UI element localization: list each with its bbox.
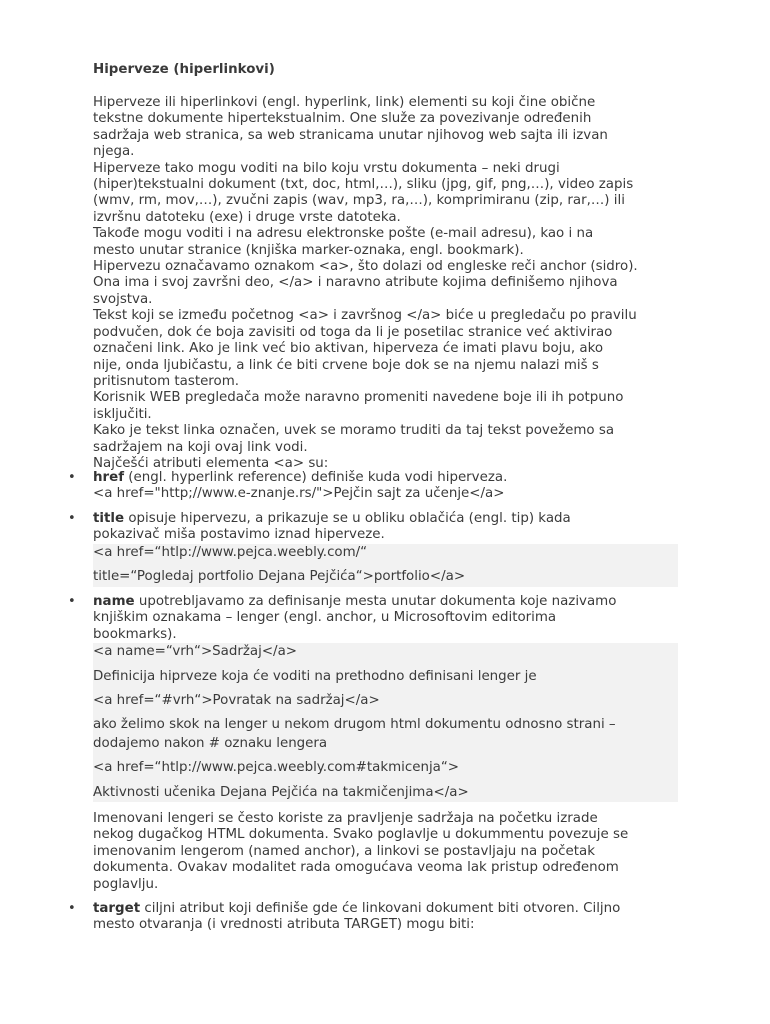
attribute-description: pokazivač miša postavimo iznad hiperveze.	[93, 527, 385, 543]
attribute-description: knjiškim oznakama – lenger (engl. anchor, u Microsoftovim editorima	[93, 610, 557, 626]
bullet-icon: •	[68, 901, 76, 916]
intro-line: označeni link. Ako je link već bio aktivan, hiperveza će imati plavu boju, ako	[93, 341, 604, 357]
intro-line: Hipervezu označavamo oznakom <a>, što dolazi od engleske reči anchor (sidro).	[93, 259, 638, 275]
attribute-description: (engl. hyperlink reference) definiše kuda vodi hiperveza.	[124, 470, 508, 485]
intro-line: mesto unutar stranice (knjiška marker-oznaka, engl. bookmark).	[93, 242, 524, 258]
code-line: Definicija hiprveze koja će voditi na prethodno definisani lenger je	[93, 668, 537, 684]
code-line: <a href=“#vrh“>Povratak na sadržaj</a>	[93, 693, 380, 709]
attribute-description: opisuje hipervezu, a prikazuje se u obliku oblačića (engl. tip) kada	[124, 511, 571, 526]
intro-line: pritisnutom tasterom.	[93, 373, 240, 389]
intro-line: (hiper)tekstualni dokument (txt, doc, html,…), sliku (jpg, gif, png,…), video zapis	[93, 177, 634, 193]
bullet-icon: •	[68, 470, 76, 485]
list-item-target	[68, 901, 683, 934]
attribute-description: upotrebljavamo za definisanje mesta unutar dokumenta koje nazivamo	[134, 594, 617, 609]
code-block	[93, 643, 678, 802]
bullet-icon: •	[68, 511, 76, 526]
intro-line: (wmv, rm, mov,…), zvučni zapis (wav, mp3, ra,…), komprimiranu (zip, rar,…) ili	[93, 193, 625, 209]
intro-line: Takođe mogu voditi i na adresu elektronske pošte (e-mail adresu), kao i na	[93, 226, 594, 242]
intro-line: Kako je tekst linka označen, uvek se moramo truditi da taj tekst povežemo sa	[93, 423, 615, 439]
intro-line: Hiperveze ili hiperlinkovi (engl. hyperlink, link) elementi su koji čine obične	[93, 95, 596, 110]
attribute-description: mesto otvaranja (i vrednosti atributa TARGET) mogu biti:	[93, 917, 475, 933]
list-item-href	[68, 470, 683, 503]
code-line: ako želimo skok na lenger u nekom drugom html dokumentu odnosno strani –	[93, 717, 616, 733]
paragraph-line: imenovanim lengerom (named anchor), a linkovi se postavljaju na početak	[93, 843, 595, 859]
code-line: title=“Pogledaj portfolio Dejana Pejčića“>portfolio</a>	[93, 569, 466, 585]
code-line: <a href=“htlp://www.pejca.weebly.com#takmicenja“>	[93, 760, 460, 776]
closing-paragraph	[93, 811, 683, 893]
attribute-description: ciljni atribut koji definiše gde će linkovani dokument biti otvoren. Ciljno	[140, 901, 621, 916]
attribute-keyword: title	[93, 511, 125, 526]
attribute-description: bookmarks).	[93, 626, 177, 642]
intro-line: Najčešći atributi elementa <a> su:	[93, 455, 329, 471]
intro-line: sadržaja web stranica, sa web stranicama unutar njihovog web sajta ili izvan	[93, 127, 608, 143]
attribute-keyword: target	[93, 901, 141, 916]
code-line: Aktivnosti učenika Dejana Pejčića na takmičenjima</a>	[93, 784, 469, 800]
paragraph-line: Imenovani lengeri se često koriste za pravljenje sadržaja na početku izrade	[93, 811, 598, 826]
code-line: <a name=“vrh“>Sadržaj</a>	[93, 644, 297, 660]
attribute-keyword: name	[93, 594, 135, 609]
intro-text	[93, 95, 693, 472]
intro-line: Korisnik WEB pregledača može naravno promeniti navedene boje ili ih potpuno	[93, 390, 624, 406]
intro-line: Hiperveze tako mogu voditi na bilo koju vrstu dokumenta – neki drugi	[93, 160, 560, 176]
intro-line: nije, onda ljubičastu, a link će biti crvene boje dok se na njemu nalazi miš s	[93, 357, 599, 373]
paragraph-line: dokumenta. Ovakav modalitet rada omogućava veoma lak pristup određenom	[93, 860, 619, 876]
code-line: dodajemo nakon # oznaku lengera	[93, 735, 328, 751]
intro-line: tekstne dokumente hipertekstualnim. One služe za povezivanje određenih	[93, 111, 592, 127]
paragraph-line: poglavlju.	[93, 876, 159, 892]
paragraph-line: nekog dugačkog HTML dokumenta. Svako poglavlje u dokummentu povezuje se	[93, 827, 629, 843]
list-item-title	[68, 511, 683, 587]
intro-line: sadržajem na koji ovaj link vodi.	[93, 439, 308, 455]
intro-line: Ona ima i svoj završni deo, </a> i naravno atribute kojima definišemo njihova	[93, 275, 618, 291]
code-example: <a href="http;//www.e-znanje.rs/">Pejčin sajt za učenje</a>	[93, 486, 505, 502]
page-title: Hiperveze (hiperlinkovi)	[93, 62, 275, 77]
code-block	[93, 544, 678, 587]
code-line: <a href=“htlp://www.pejca.weebly.com/“	[93, 544, 368, 560]
intro-line: izvršnu datoteku (exe) i druge vrste datoteka.	[93, 209, 401, 225]
intro-line: isključiti.	[93, 406, 152, 422]
bullet-icon: •	[68, 594, 76, 609]
list-item-name	[68, 594, 683, 802]
intro-line: Tekst koji se između početnog <a> i završnog </a> biće u pregledaču po pravilu	[93, 308, 637, 324]
attribute-keyword: href	[93, 470, 125, 485]
intro-line: njega.	[93, 144, 135, 160]
intro-line: podvučen, dok će boja zavisiti od toga da li je posetilac stranice već aktivirao	[93, 324, 613, 340]
intro-line: svojstva.	[93, 291, 153, 307]
